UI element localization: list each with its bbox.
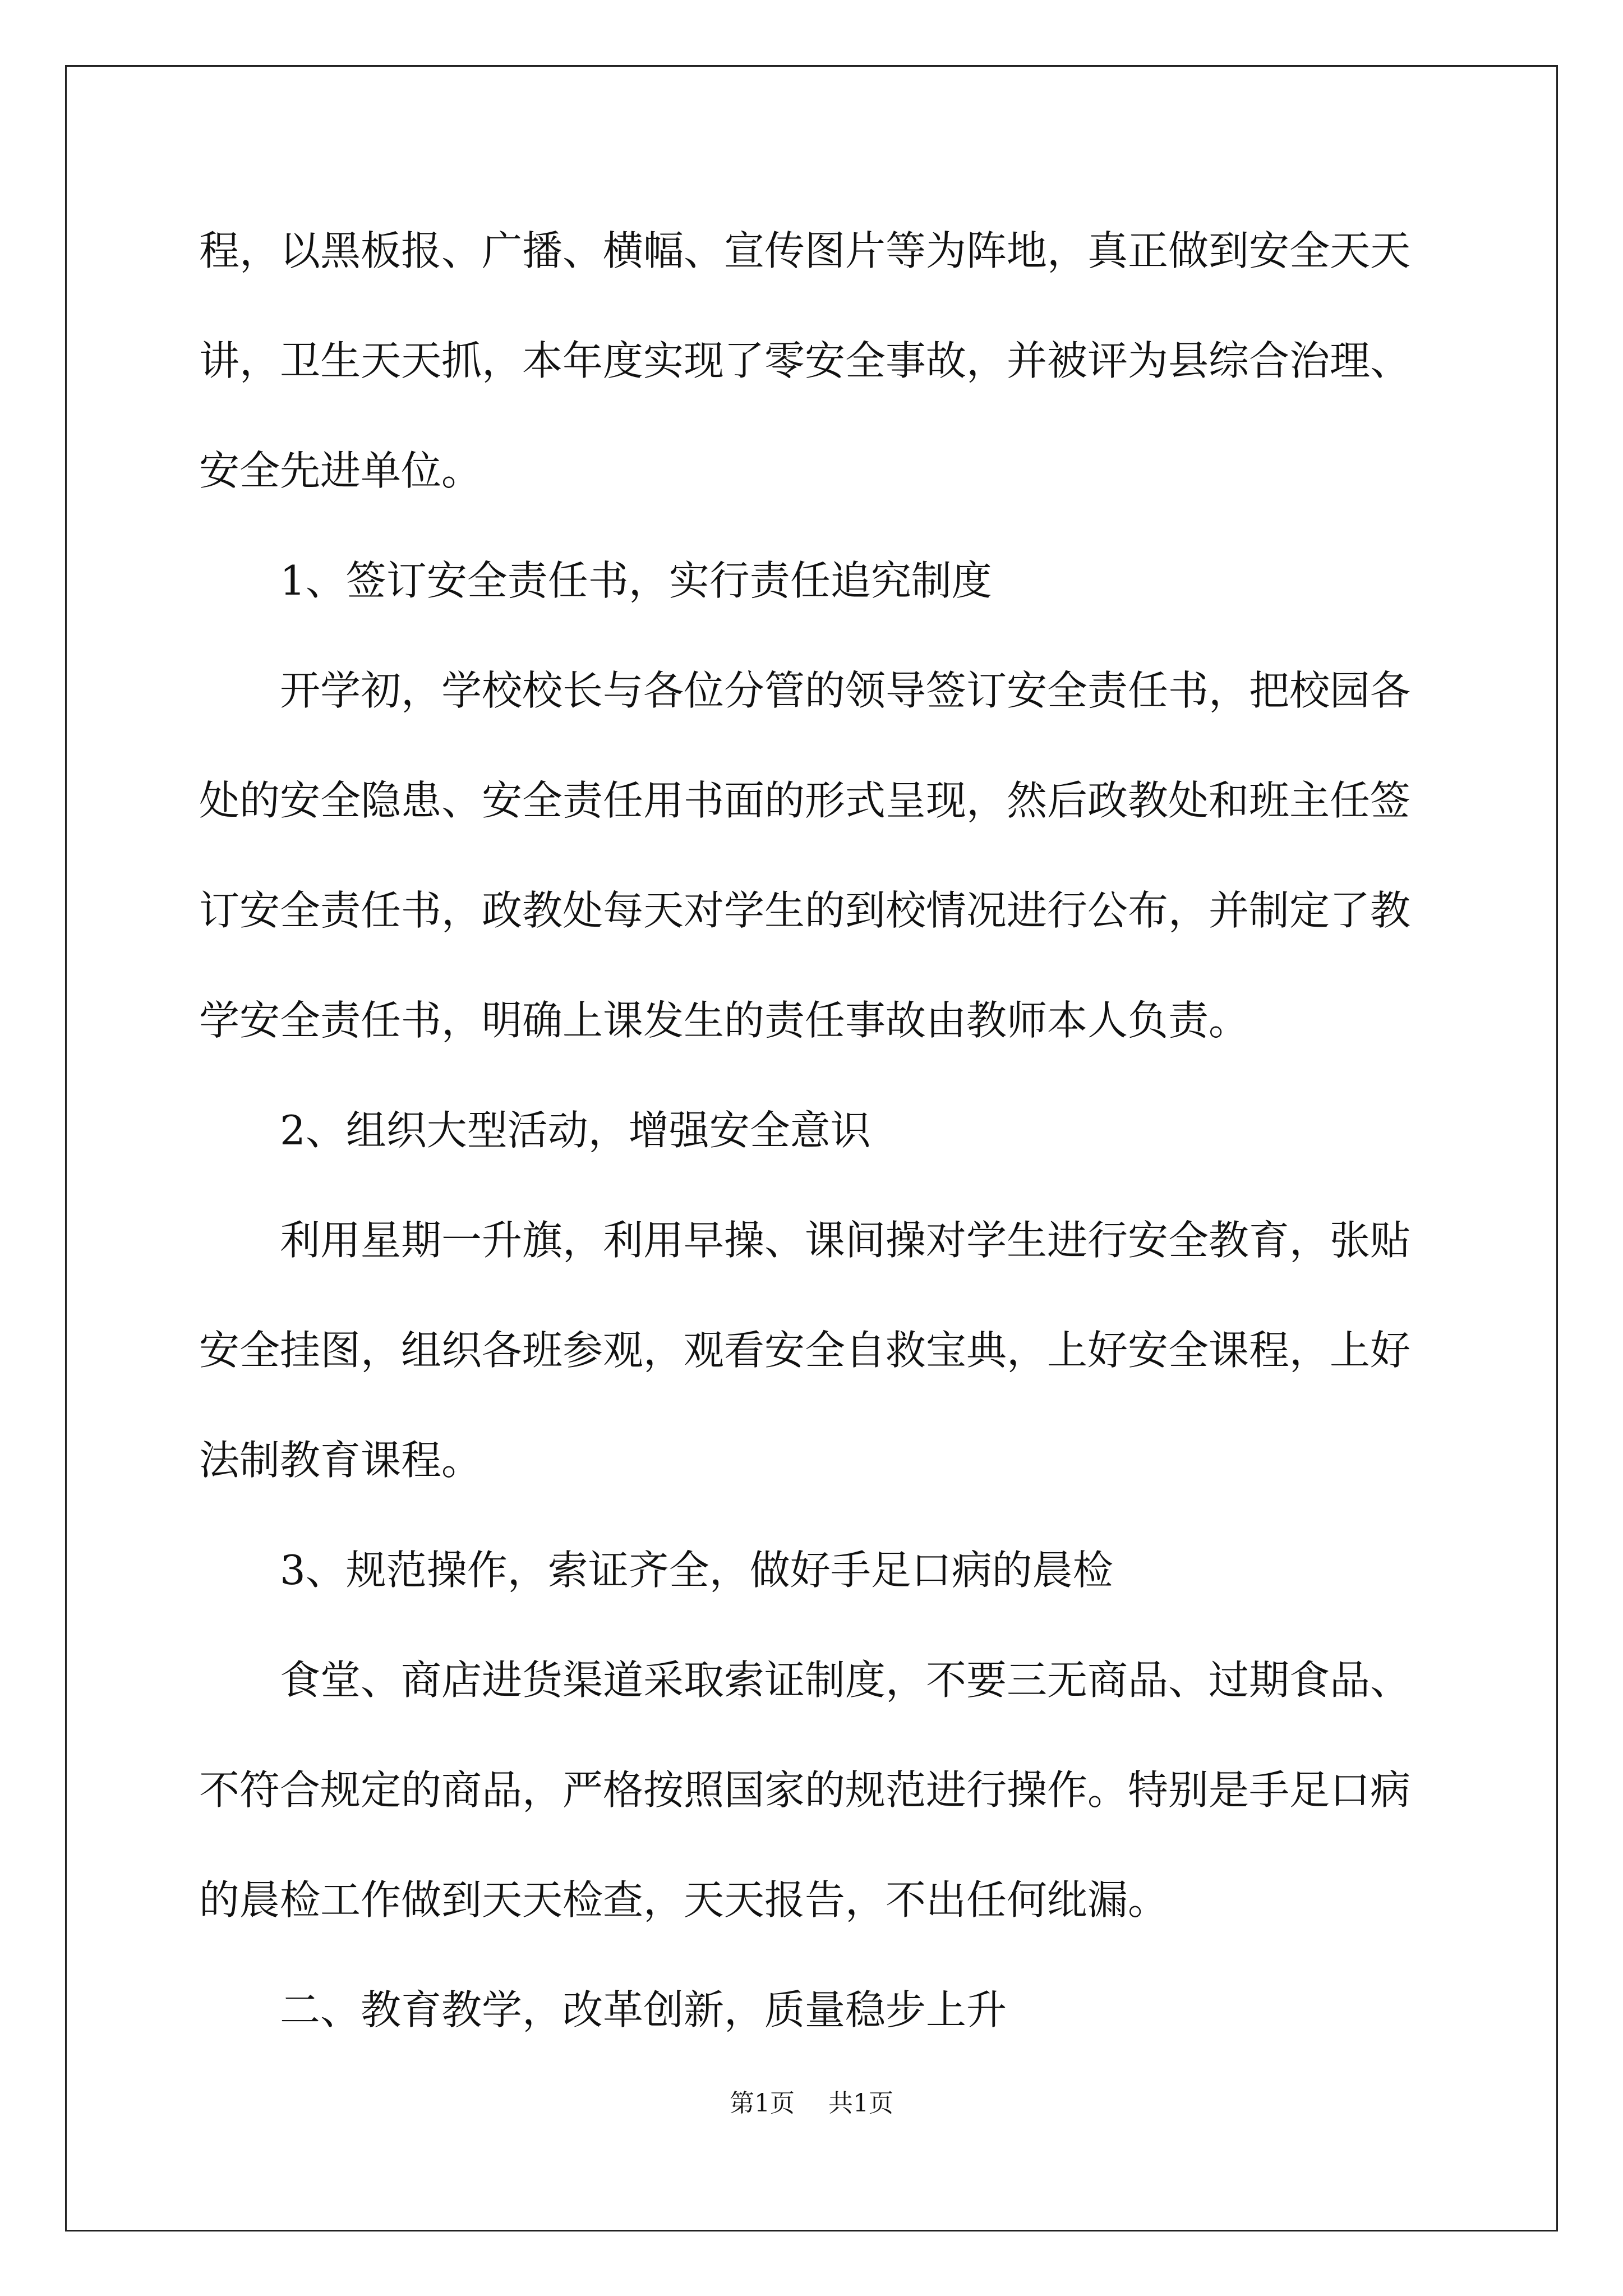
text-line: 订安全责任书，政教处每天对学生的到校情况进行公布，并制定了教: [199, 887, 1411, 934]
text-line: 开学初，学校校长与各位分管的领导签订安全责任书，把校园各: [280, 667, 1411, 714]
page-footer: [0, 2087, 1623, 2120]
text-line: 处的安全隐患、安全责任用书面的形式呈现，然后政教处和班主任签: [199, 777, 1411, 824]
text-line: 的晨检工作做到天天检查，天天报告，不出任何纰漏。: [199, 1876, 1169, 1924]
document-body: [199, 216, 1427, 2085]
text-line: 学安全责任书，明确上课发生的责任事故由教师本人负责。: [199, 997, 1249, 1044]
text-line: 不符合规定的商品，严格按照国家的规范进行操作。特别是手足口病: [199, 1766, 1411, 1814]
section-heading: 1、签订安全责任书，实行责任追究制度: [280, 557, 992, 604]
text-line: 安全先进单位。: [199, 447, 482, 494]
section-heading: 3、规范操作，索证齐全，做好手足口病的晨检: [280, 1547, 1113, 1594]
page-number-total: 共1页: [828, 2089, 893, 2118]
text-line: 程，以黑板报、广播、横幅、宣传图片等为阵地，真正做到安全天天: [199, 227, 1411, 274]
section-heading: 二、教育教学，改革创新，质量稳步上升: [280, 1986, 1007, 2033]
text-line: 食堂、商店进货渠道采取索证制度，不要三无商品、过期食品、: [280, 1657, 1411, 1704]
text-line: 法制教育课程。: [199, 1437, 482, 1484]
text-line: 讲，卫生天天抓，本年度实现了零安全事故，并被评为县综合治理、: [199, 337, 1411, 384]
section-heading: 2、组织大型活动，增强安全意识: [280, 1107, 871, 1154]
text-line: 安全挂图，组织各班参观，观看安全自救宝典，上好安全课程，上好: [199, 1327, 1411, 1374]
page-number-current: 第1页: [730, 2089, 795, 2118]
text-line: 利用星期一升旗，利用早操、课间操对学生进行安全教育，张贴: [280, 1217, 1411, 1264]
